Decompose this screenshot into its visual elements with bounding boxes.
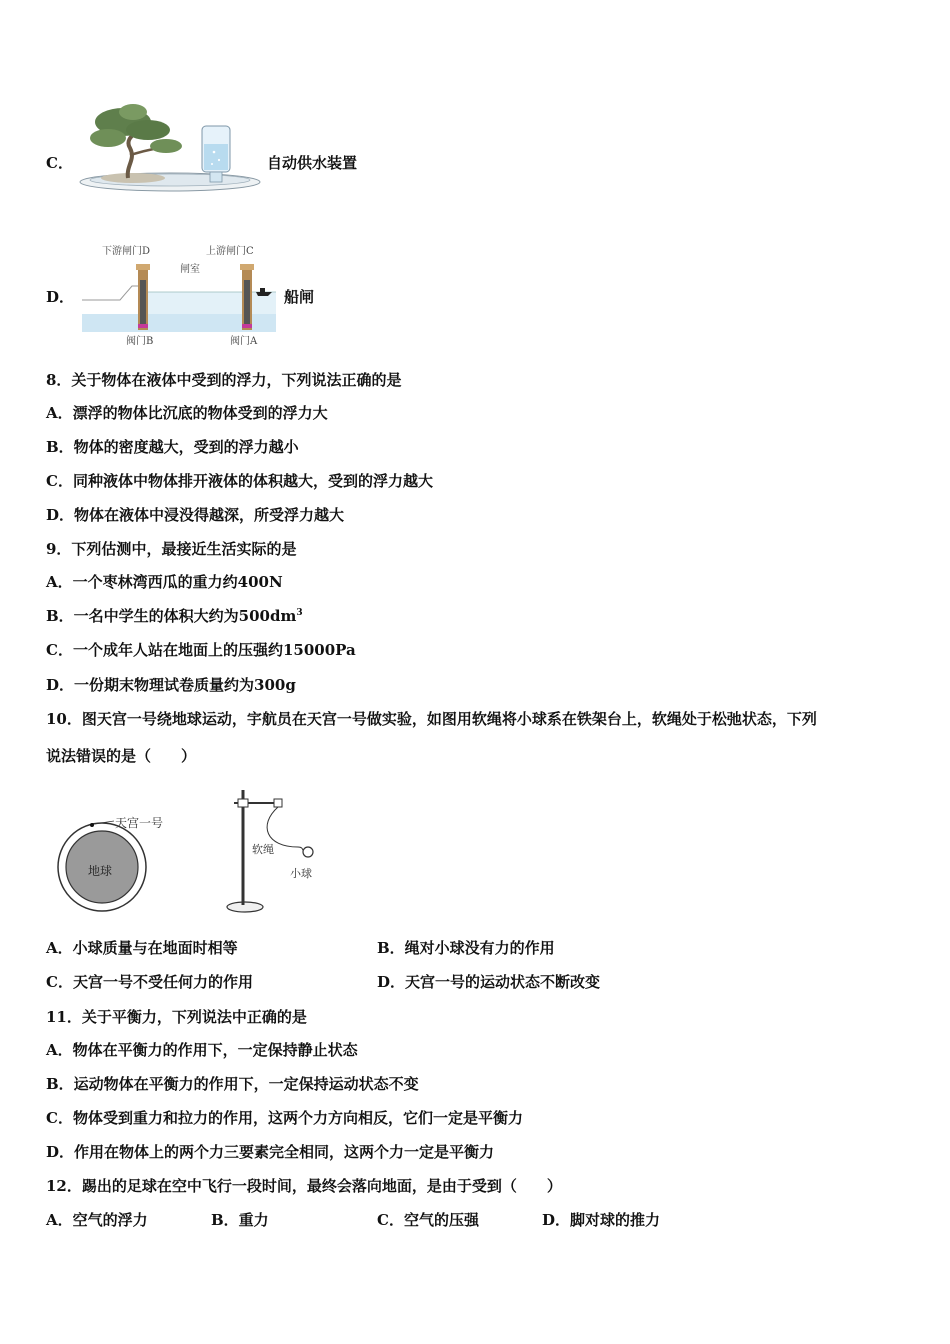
q11-option-b: B．运动物体在平衡力的作用下，一定保持运动状态不变: [46, 1075, 419, 1093]
lock-label-valve-a: 阀门A: [230, 336, 258, 347]
q8-option-c: C．同种液体中物体排开液体的体积越大，受到的浮力越大: [46, 472, 433, 490]
lock-label-valve-b: 阀门B: [126, 336, 154, 347]
q8-stem: 8．关于物体在液体中受到的浮力，下列说法正确的是: [46, 371, 402, 389]
q12-option-c: C．空气的压强: [377, 1211, 479, 1229]
label-rope: 软绳: [252, 843, 274, 856]
q7-option-d-text: 船闸: [284, 288, 315, 306]
q9-option-c: C．一个成年人站在地面上的压强约15000Pa: [46, 641, 356, 659]
q12-stem: 12．踢出的足球在空中飞行一段时间，最终会落向地面，是由于受到（ ）: [46, 1177, 562, 1195]
q10-option-d: D．天宫一号的运动状态不断改变: [377, 973, 601, 991]
bonsai-water-supply-figure: [78, 100, 263, 200]
label-ball: 小球: [290, 867, 312, 880]
q7-option-c-letter: C．: [46, 154, 73, 172]
q11-option-c: C．物体受到重力和拉力的作用，这两个力方向相反，它们一定是平衡力: [46, 1109, 523, 1127]
tiangong-experiment-figure: [52, 785, 332, 920]
q9-stem: 9．下列估测中，最接近生活实际的是: [46, 540, 297, 558]
q10-option-a: A．小球质量与在地面时相等: [46, 939, 238, 957]
label-earth: 地球: [88, 864, 113, 878]
q12-option-a: A．空气的浮力: [46, 1211, 148, 1229]
q12-option-d: D．脚对球的推力: [542, 1211, 661, 1229]
q9-option-d: D．一份期末物理试卷质量约为300g: [46, 676, 296, 694]
q11-stem: 11．关于平衡力，下列说法中正确的是: [46, 1008, 307, 1026]
q9-option-a: A．一个枣林湾西瓜的重力约400N: [46, 573, 283, 591]
ship-lock-figure: [80, 240, 280, 348]
q7-option-c-text: 自动供水装置: [267, 154, 358, 172]
q9-option-b-superscript: 3: [296, 608, 303, 618]
q11-option-d: D．作用在物体上的两个力三要素完全相同，这两个力一定是平衡力: [46, 1143, 495, 1161]
lock-label-chamber: 闸室: [180, 264, 200, 275]
q9-option-b-text: B．一名中学生的体积大约为500dm: [46, 607, 297, 625]
lock-label-upstream-gate: 上游闸门C: [206, 246, 254, 257]
label-tiangong: 天宫一号: [115, 816, 164, 830]
q11-option-a: A．物体在平衡力的作用下，一定保持静止状态: [46, 1041, 358, 1059]
q8-option-b: B．物体的密度越大，受到的浮力越小: [46, 438, 299, 456]
q10-option-b: B．绳对小球没有力的作用: [377, 939, 555, 957]
lock-label-downstream-gate: 下游闸门D: [102, 246, 151, 257]
q12-option-b: B．重力: [211, 1211, 269, 1229]
q10-stem-line1: 10．图天宫一号绕地球运动，宇航员在天宫一号做实验，如图用软绳将小球系在铁架台上，软绳处于松弛状态，下列: [46, 710, 817, 728]
q8-option-a: A．漂浮的物体比沉底的物体受到的浮力大: [46, 404, 328, 422]
q8-option-d: D．物体在液体中浸没得越深，所受浮力越大: [46, 506, 345, 524]
q10-stem-line2: 说法错误的是（ ）: [46, 747, 197, 765]
q10-option-c: C．天宫一号不受任何力的作用: [46, 973, 253, 991]
q7-option-d-letter: D．: [46, 288, 75, 306]
q9-option-b: [46, 606, 303, 626]
